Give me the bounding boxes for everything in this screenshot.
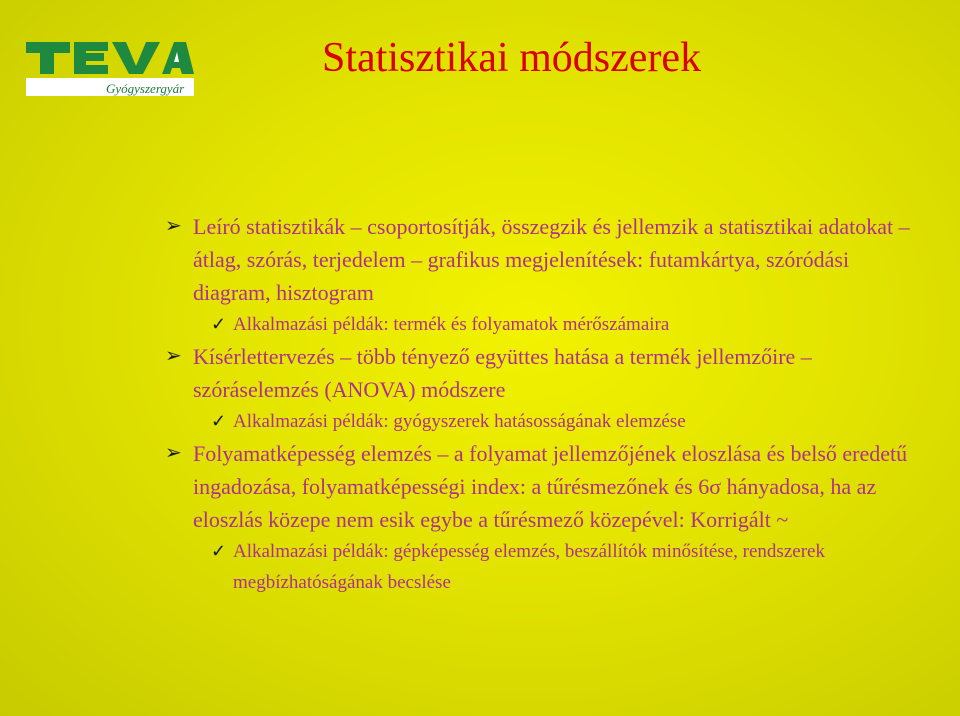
bullet-3 bbox=[0, 437, 960, 536]
sub-bullet-2 bbox=[0, 406, 960, 437]
logo-subtitle: Gyógyszergyár bbox=[106, 81, 185, 96]
bullet-3-text: Folyamatképesség elemzés – a folyamat jellemzőjének eloszlása és belső eredetű ingadozása, folyamatképességi index: a tűrésmezőnek és 6σ hányadosa, ha az eloszlás közepe nem esik egybe a tűrésmező közepével: Korrigált ~ bbox=[193, 441, 908, 532]
slide-content bbox=[0, 210, 960, 598]
check-icon: ✓ bbox=[211, 314, 227, 334]
bullet-2-text: Kísérlettervezés – több tényező együttes hatása a termék jellemzőire – szóráselemzés (ANOVA) módszere bbox=[193, 344, 812, 402]
arrow-bullet-icon: ➢ bbox=[165, 442, 182, 464]
sub-bullet-3 bbox=[0, 536, 960, 598]
bullet-1 bbox=[0, 210, 960, 309]
check-icon: ✓ bbox=[211, 541, 227, 561]
sub-bullet-3-text: Alkalmazási példák: gépképesség elemzés, beszállítók minősítése, rendszerek megbízhatóságának becslése bbox=[233, 541, 825, 593]
sub-bullet-2-text: Alkalmazási példák: gyógyszerek hatásosságának elemzése bbox=[233, 411, 686, 432]
sub-bullet-1-text: Alkalmazási példák: termék és folyamatok mérőszámaira bbox=[233, 314, 670, 335]
check-icon: ✓ bbox=[211, 411, 227, 431]
arrow-bullet-icon: ➢ bbox=[165, 215, 182, 237]
teva-logo bbox=[26, 38, 194, 98]
bullet-1-text: Leíró statisztikák – csoportosítják, összegzik és jellemzik a statisztikai adatokat – átlag, szórás, terjedelem – grafikus megjelenítések: futamkártya, szóródási diagram, hisztogram bbox=[193, 214, 910, 305]
bullet-2 bbox=[0, 340, 960, 406]
sub-bullet-1 bbox=[0, 309, 960, 340]
arrow-bullet-icon: ➢ bbox=[165, 345, 182, 367]
page-title: Statisztikai módszerek bbox=[322, 35, 702, 81]
